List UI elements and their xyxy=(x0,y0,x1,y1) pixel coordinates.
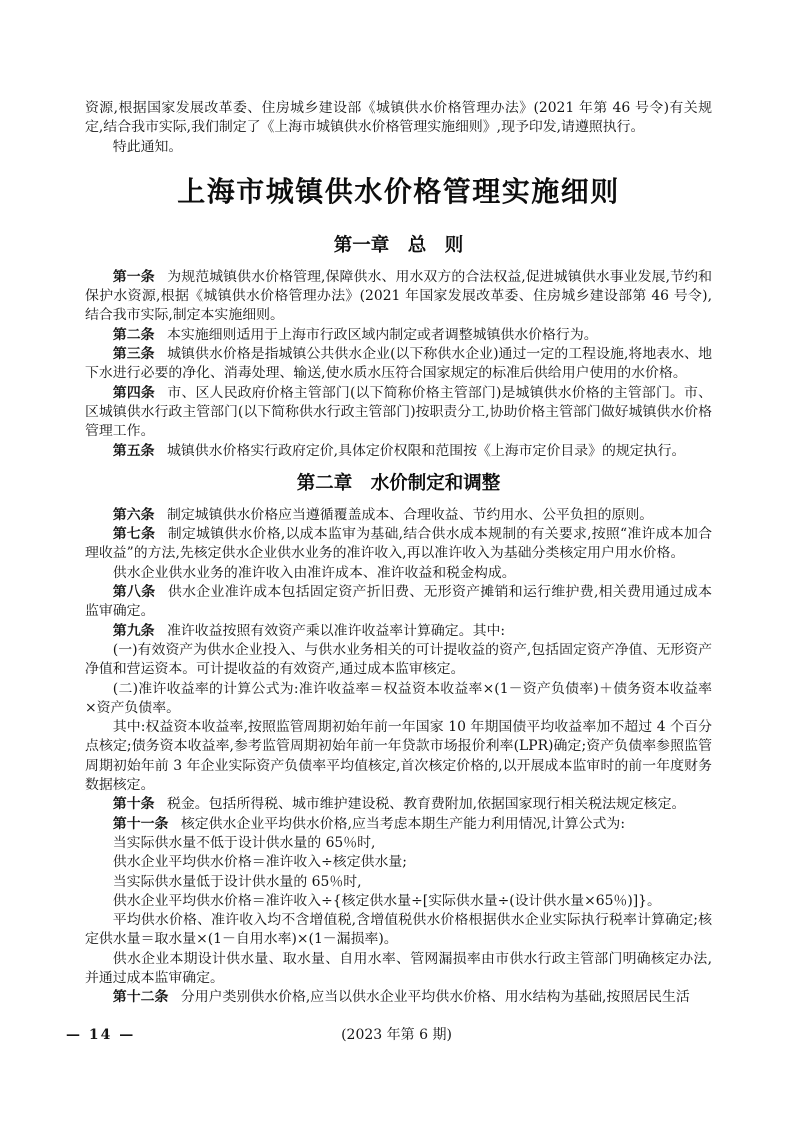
article-12-number: 第十二条 xyxy=(112,989,169,1006)
article-5 xyxy=(85,442,712,461)
formula-2 xyxy=(85,892,712,911)
article-10 xyxy=(85,795,712,814)
article-12 xyxy=(85,988,712,1007)
article-6-number: 第六条 xyxy=(112,506,155,523)
article-3-text: 城镇供水价格是指城镇公共供水企业(以下称供水企业)通过一定的工程设施,将地表水、地下水进行必要的净化、消毒处理、输送,使水质水压符合国家规定的标准后供给用户使用的水价格。 xyxy=(85,346,712,382)
paragraph-revenue-composition xyxy=(85,564,712,583)
article-6 xyxy=(85,506,712,525)
article-12-text: 分用户类别供水价格,应当以供水企业平均供水价格、用水结构为基础,按照居民生活 xyxy=(180,989,690,1006)
article-7-number: 第七条 xyxy=(112,526,156,543)
article-11-text: 核定供水企业平均供水价格,应当考虑本期生产能力利用情况,计算公式为: xyxy=(180,815,625,832)
article-1-number: 第一条 xyxy=(112,268,155,285)
article-9-text: 准许收益按照有效资产乘以准许收益率计算确定。其中: xyxy=(166,622,506,639)
article-4 xyxy=(85,384,712,442)
paragraph-volume-determination xyxy=(85,950,712,989)
paragraph-item-1 xyxy=(85,641,712,680)
paragraph-text: 平均供水价格、准许收入均不含增值税,含增值税供水价格根据供水企业实际执行税率计算确定;核定供水量＝取水量×(1－自用水率)×(1－漏损率)。 xyxy=(85,912,712,948)
paragraph-text: 供水企业平均供水价格＝准许收入÷{核定供水量÷[实际供水量÷(设计供水量×65％)]}。 xyxy=(112,892,661,909)
article-2-text: 本实施细则适用于上海市行政区域内制定或者调整城镇供水价格行为。 xyxy=(166,326,598,343)
footer-issue: (2023 年第 6 期) xyxy=(341,1027,452,1043)
article-11-number: 第十一条 xyxy=(112,815,169,832)
chapter-1-heading: 第一章 总 则 xyxy=(333,234,464,256)
paragraph-item-2 xyxy=(85,680,712,719)
paragraph-text: 当实际供水量低于设计供水量的 65％时, xyxy=(112,873,362,890)
paragraph-rate-details xyxy=(85,718,712,795)
intro-paragraph xyxy=(85,99,712,138)
paragraph-text: (一)有效资产为供水企业投入、与供水业务相关的可计提收益的资产,包括固定资产净值、无形资产净值和营运资本。可计提收益的有效资产,通过成本监审核定。 xyxy=(85,641,712,678)
paragraph-text: (二)准许收益率的计算公式为:准许收益率＝权益资本收益率×(1－资产负债率)＋债务资本收益率×资产负债率。 xyxy=(85,680,712,716)
article-2 xyxy=(85,326,712,345)
article-10-number: 第十条 xyxy=(112,796,155,813)
notice-text: 特此通知。 xyxy=(112,138,183,155)
footer-page-number: — 14 — xyxy=(66,1027,136,1043)
article-5-number: 第五条 xyxy=(112,442,155,459)
article-6-text: 制定城镇供水价格应当遵循覆盖成本、合理收益、节约用水、公平负担的原则。 xyxy=(166,506,654,523)
article-4-text: 市、区人民政府价格主管部门(以下简称价格主管部门)是城镇供水价格的主管部门。市、区城镇供水行政主管部门(以下简称供水行政主管部门)按职责分工,协助价格主管部门做好城镇供水价格管理工作。 xyxy=(85,384,712,440)
chapter-2-heading: 第二章 水价制定和调整 xyxy=(296,472,501,494)
article-2-number: 第二条 xyxy=(112,326,155,343)
intro-text: 资源,根据国家发展改革委、住房城乡建设部《城镇供水价格管理办法》(2021 年第 46 号令)有关规定,结合我市实际,我们制定了《上海市城镇供水价格管理实施细则》,现予印发,请遵照执行。 xyxy=(85,100,712,136)
article-4-number: 第四条 xyxy=(112,384,155,401)
article-8-number: 第八条 xyxy=(112,584,156,601)
paragraph-text: 当实际供水量不低于设计供水量的 65％时, xyxy=(112,834,376,851)
article-8-text: 供水企业准许成本包括固定资产折旧费、无形资产摊销和运行维护费,相关费用通过成本监审确定。 xyxy=(85,584,712,620)
article-11 xyxy=(85,815,712,834)
notice-line xyxy=(85,138,712,157)
paragraph-tax-note xyxy=(85,911,712,950)
paragraph-text: 供水企业供水业务的准许收入由准许成本、准许收益和税金构成。 xyxy=(112,564,516,581)
article-3 xyxy=(85,345,712,384)
article-9-number: 第九条 xyxy=(112,622,155,639)
article-1-text: 为规范城镇供水价格管理,保障供水、用水双方的合法权益,促进城镇供水事业发展,节约和保护水资源,根据《城镇供水价格管理办法》(2021 年国家发展改革委、住房城乡建设部第 46 号令),结合我市实际,制定本实施细则。 xyxy=(85,268,712,324)
formula-condition-2 xyxy=(85,873,712,892)
article-10-text: 税金。包括所得税、城市维护建设税、教育费附加,依据国家现行相关税法规定核定。 xyxy=(166,796,686,813)
formula-condition-1 xyxy=(85,834,712,853)
article-5-text: 城镇供水价格实行政府定价,具体定价权限和范围按《上海市定价目录》的规定执行。 xyxy=(166,442,686,459)
article-9 xyxy=(85,622,712,641)
page-footer xyxy=(0,1025,793,1045)
article-8 xyxy=(85,583,712,622)
paragraph-text: 供水企业平均供水价格＝准许收入÷核定供水量; xyxy=(112,854,407,871)
paragraph-text: 供水企业本期设计供水量、取水量、自用水率、管网漏损率由市供水行政主管部门明确核定办法,并通过成本监审确定。 xyxy=(85,950,712,986)
article-1 xyxy=(85,268,712,326)
paragraph-text: 其中:权益资本收益率,按照监管周期初始年前一年国家 10 年期国债平均收益率加不超过 4 个百分点核定;债务资本收益率,参考监管周期初始年前一年贷款市场报价利率(LPR)确定;资产负债率参照监管周期初始年前 3 年企业实际资产负债率平均值核定,首次核定价格的,以开展成本监审时的前一年度财务数据核定。 xyxy=(85,719,712,794)
article-3-number: 第三条 xyxy=(112,346,155,363)
formula-1 xyxy=(85,853,712,872)
document-content xyxy=(85,99,712,1008)
article-7 xyxy=(85,525,712,564)
document-title: 上海市城镇供水价格管理实施细则 xyxy=(177,174,620,208)
article-7-text: 制定城镇供水价格,以成本监审为基础,结合供水成本规制的有关要求,按照“准许成本加合理收益”的方法,先核定供水企业供水业务的准许收入,再以准许收入为基础分类核定用户用水价格。 xyxy=(85,526,712,562)
